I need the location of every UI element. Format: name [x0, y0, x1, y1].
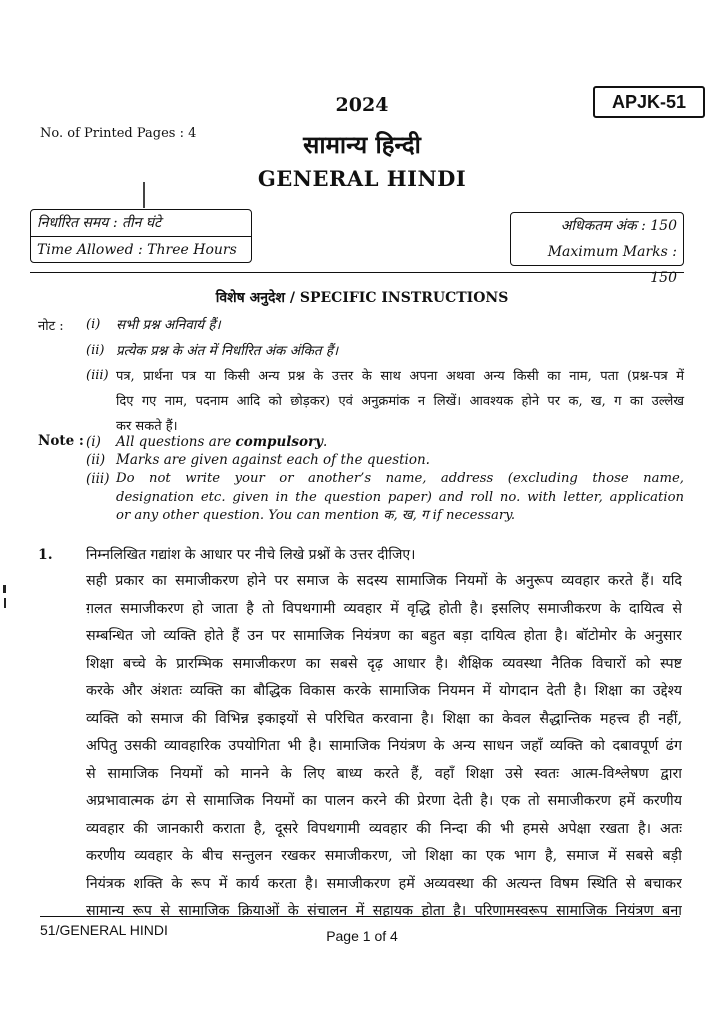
marks-english: Maximum Marks : 150 [547, 244, 677, 286]
english-note-3-num: (iii) [86, 471, 110, 487]
english-note-3-text [116, 470, 684, 526]
passage-line: व्यवहार की जानकारी कराता है, दूसरे विपथगामी व्यवहार की निन्दा की भी हमसे अपेक्षा रखता है। अतः [86, 820, 682, 837]
english-note-1-num: (i) [86, 434, 101, 450]
passage-line: सही प्रकार का समाजीकरण होने पर समाज के सदस्य सामाजिक नियमों के अनुरूप व्यवहार करते हैं। यदि [86, 573, 682, 589]
hindi-note-3-line: कर सकते हैं। [116, 419, 178, 434]
time-english: Time Allowed : Three Hours [37, 242, 237, 258]
passage-line: अपितु उसकी व्यावहारिक उपयोगिता भी है। सामाजिक नियंत्रण के अन्य साधन जहाँ व्यक्ति को दबावपूर्ण ढंग [86, 738, 682, 754]
margin-mark [4, 598, 6, 608]
header-divider [30, 272, 684, 273]
title-hindi: सामान्य हिन्दी [303, 130, 421, 159]
max-marks-box [510, 212, 684, 286]
passage-line: व्यक्ति को समाज की विभिन्न इकाइयों से परिचित करवाना है। शिक्षा का केवल सैद्धान्तिक महत्त्व ही नहीं, [86, 710, 682, 727]
hindi-note-3-line: पत्र, प्रार्थना पत्र या किसी अन्य प्रश्न के उत्तर के साथ अपना अथवा अन्य किसी का नाम, पता (प्रश्न-पत्र में [116, 369, 684, 384]
english-note-1-post: . [322, 434, 328, 450]
footer-paper-code: 51/GENERAL HINDI [40, 922, 168, 938]
english-note-2-num: (ii) [86, 452, 106, 468]
instructions-heading: विशेष अनुदेश / SPECIFIC INSTRUCTIONS [215, 290, 509, 306]
hindi-note-label: नोट : [38, 319, 64, 334]
passage-line: करणीय व्यवहार के बीच सन्तुलन रखकर समाजीकरण, जो शिक्षा का एक भाग है, समाज में सबसे बड़ी [86, 848, 682, 864]
english-note-label: Note : [38, 433, 84, 449]
english-note-3-line: Do not write your or another’s name, address (excluding those name, [116, 471, 684, 486]
english-note-1-text [116, 433, 327, 451]
passage-line: से सामाजिक नियमों को मानने के लिए बाध्य करते हैं, वहाँ शिक्षा उसे स्वतः आत्म-विश्लेषण द्वारा [86, 765, 682, 782]
page-number: Page 1 of 4 [326, 928, 398, 944]
hindi-note-1-text: सभी प्रश्न अनिवार्य हैं। [116, 317, 221, 333]
passage [86, 568, 682, 926]
pen-mark [143, 182, 145, 208]
passage-line: अप्रभावात्मक ढंग से सामाजिक नियमों का पालन करने की प्रेरणा देती है। एक तो समाजीकरण हमें करणीय [86, 793, 682, 809]
hindi-note-1-num: (i) [86, 317, 101, 332]
marks-hindi: अधिकतम अंक : 150 [560, 218, 677, 234]
title-english: GENERAL HINDI [257, 166, 467, 191]
passage-line: सम्बन्धित जो व्यक्ति होते हैं उन पर सामाजिक नियंत्रण का बहुत बड़ा दायित्व होता है। बॉटोमोर के अनुसार [86, 628, 682, 644]
hindi-note-2-text: प्रत्येक प्रश्न के अंत में निर्धारित अंक अंकित हैं। [116, 343, 339, 359]
time-allowed-box [30, 209, 252, 263]
printed-pages: No. of Printed Pages : 4 [40, 126, 197, 141]
english-note-3-line: or any other question. You can mention क, ख, ग if necessary. [116, 508, 516, 523]
english-note-1-bold: compulsory [235, 434, 323, 450]
hindi-note-3-num: (iii) [86, 368, 109, 383]
english-note-1-pre: All questions are [116, 434, 236, 450]
hindi-note-3-line: दिए गए नाम, पदनाम आदि को छोड़कर) एवं अनुक्रमांक न लिखें। आवश्यक होने पर क, ख, ग का उल्लेख [116, 394, 684, 409]
footer-divider [40, 916, 680, 917]
question-number: 1. [38, 547, 53, 563]
passage-line: करके और अंशतः व्यक्ति का बौद्धिक विकास करके सामाजिक नियमन में योगदान देती है। शिक्षा का उद्देश्य [86, 683, 682, 699]
margin-mark [3, 585, 6, 593]
passage-line: सामान्य रूप से सामाजिक क्रियाओं के संचालन में सहायक होता है। परिणामस्वरूप सामाजिक नियंत्रण बना [86, 903, 682, 919]
paper-code-box: APJK-51 [593, 86, 705, 118]
hindi-note-3-text [116, 364, 684, 439]
question-prompt: निम्नलिखित गद्यांश के आधार पर नीचे लिखे प्रश्नों के उत्तर दीजिए। [86, 547, 416, 563]
exam-year: 2024 [335, 94, 389, 116]
passage-line: ग़लत समाजीकरण हो जाता है तो विपथगामी व्यवहार में वृद्धि होती है। इसलिए समाजीकरण के दायित्व से [86, 600, 682, 617]
english-note-2-text: Marks are given against each of the question. [116, 452, 430, 468]
english-note-3-line: designation etc. given in the question paper) and roll no. with letter, application [116, 489, 684, 505]
passage-line: शिक्षा बच्चे के प्रारम्भिक समाजीकरण का सबसे दृढ़ आधार है। शैक्षिक व्यवस्था नैतिक विचारों को स्पष्ट [86, 655, 682, 672]
time-hindi: निर्धारित समय : तीन घंटे [31, 210, 251, 237]
hindi-note-2-num: (ii) [86, 343, 105, 358]
passage-line: नियंत्रक शक्ति के रूप में कार्य करता है। समाजीकरण हमें अव्यवस्था की अत्यन्त विषम स्थिति से बचाकर [86, 875, 682, 892]
